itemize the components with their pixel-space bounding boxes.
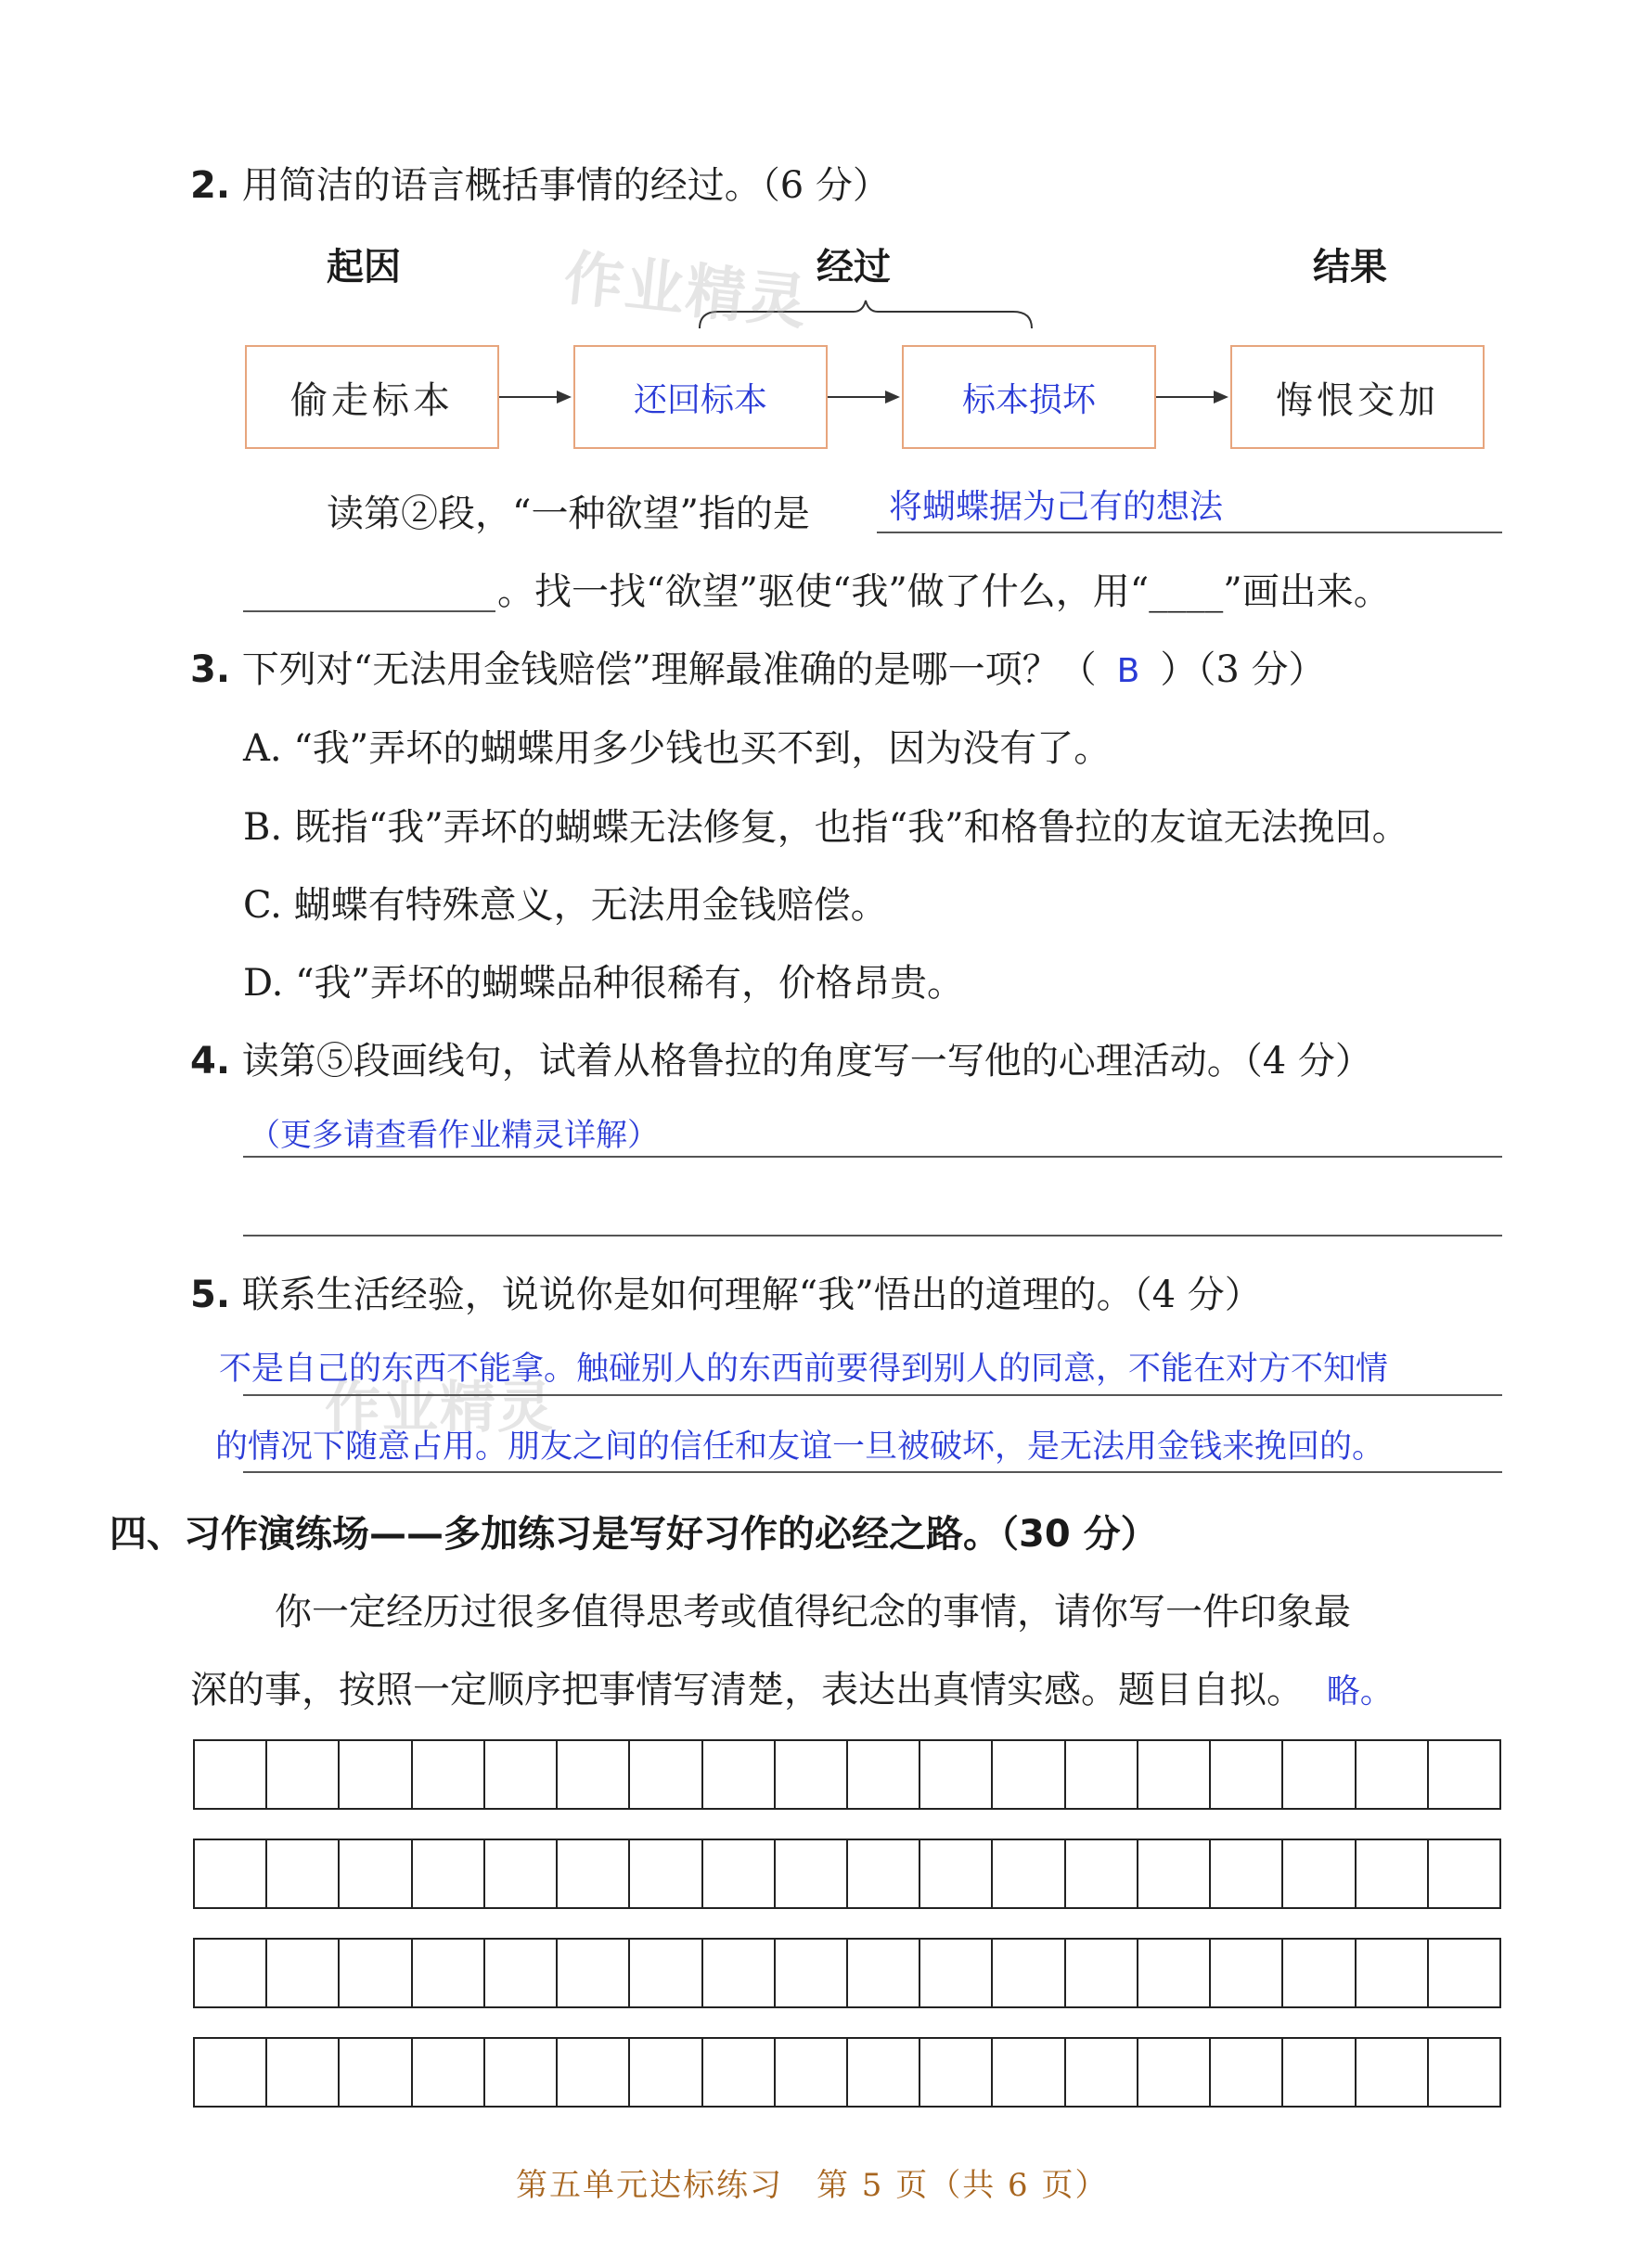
arrow-3 <box>1156 396 1227 398</box>
grid-cell <box>195 2039 267 2106</box>
grid-row-1 <box>193 1739 1501 1810</box>
flow-box-4-text: 悔恨交加 <box>1276 378 1439 422</box>
grid-cell <box>267 1741 340 1808</box>
q3-text-after: ）（3 分） <box>1160 648 1326 691</box>
grid-cell <box>485 1940 558 2006</box>
q2-answer-line-2 <box>243 610 495 612</box>
flow-box-2-text: 还回标本 <box>633 380 767 419</box>
grid-cell <box>1066 1741 1138 1808</box>
grid-cell <box>413 1840 485 1907</box>
grid-cell <box>267 1940 340 2006</box>
grid-cell <box>1429 1741 1499 1808</box>
grid-cell <box>195 1741 267 1808</box>
grid-cell <box>485 2039 558 2106</box>
grid-row-2 <box>193 1839 1501 1909</box>
grid-cell <box>1357 1741 1429 1808</box>
grid-cell <box>993 1840 1065 1907</box>
grid-cell <box>195 1940 267 2006</box>
q4-answer: （更多请查看作业精灵详解） <box>249 1117 659 1154</box>
grid-cell <box>630 1940 702 2006</box>
grid-cell <box>993 1741 1065 1808</box>
grid-cell <box>340 1840 412 1907</box>
grid-cell <box>1066 2039 1138 2106</box>
q5-prompt <box>190 1265 1262 1318</box>
grid-cell <box>1066 1840 1138 1907</box>
flow-box-1 <box>245 345 499 449</box>
grid-cell <box>558 1741 630 1808</box>
q2-answer-line-1 <box>877 532 1502 533</box>
q3-answer: B <box>1116 652 1140 690</box>
q4-number: 4. <box>190 1040 231 1083</box>
grid-cell <box>1211 1741 1283 1808</box>
section4-title: 四、习作演练场——多加练习是写好习作的必经之路。（30 分） <box>109 1513 1158 1556</box>
page-footer: 第五单元达标练习 第 5 页（共 6 页） <box>516 2167 1109 2204</box>
grid-cell <box>920 1741 993 1808</box>
grid-cell <box>485 1840 558 1907</box>
flow-box-3-text: 标本损坏 <box>961 380 1096 419</box>
grid-cell <box>1283 1940 1356 2006</box>
arrow-1 <box>499 396 570 398</box>
grid-cell <box>848 1741 920 1808</box>
q5-answer-line-2 <box>243 1471 1502 1473</box>
grid-cell <box>1283 1741 1356 1808</box>
grid-cell <box>1138 1741 1211 1808</box>
grid-cell <box>630 1840 702 1907</box>
grid-cell <box>195 1840 267 1907</box>
q2-sub-prompt2: 。找一找“欲望”驱使“我”做了什么，用“____”画出来。 <box>497 570 1391 613</box>
grid-cell <box>776 1940 848 2006</box>
section4-answer: 略。 <box>1326 1672 1394 1711</box>
grid-cell <box>776 1741 848 1808</box>
grid-cell <box>920 1840 993 1907</box>
grid-cell <box>1211 1940 1283 2006</box>
q2-number: 2. <box>190 164 231 207</box>
grid-cell <box>558 1840 630 1907</box>
grid-cell <box>485 1741 558 1808</box>
section4-prompt-line1: 你一定经历过很多值得思考或值得纪念的事情，请你写一件印象最 <box>275 1591 1351 1634</box>
watermark-top: 作业精灵 <box>560 244 812 339</box>
watermark-mid: 作业精灵 <box>325 1376 555 1441</box>
grid-cell <box>993 1940 1065 2006</box>
q3-option-b: B. 既指“我”弄坏的蝴蝶无法修复，也指“我”和格鲁拉的友谊无法挽回。 <box>243 806 1409 849</box>
q3-number: 3. <box>190 648 231 691</box>
arrow-2 <box>828 396 898 398</box>
grid-cell <box>848 1940 920 2006</box>
grid-cell <box>340 1940 412 2006</box>
q3-option-d: D. “我”弄坏的蝴蝶品种很稀有，价格昂贵。 <box>243 962 964 1005</box>
q5-answer-line-1 <box>243 1394 1502 1396</box>
q5-answer-line2: 的情况下随意占用。朋友之间的信任和友谊一旦被破坏，是无法用金钱来挽回的。 <box>215 1429 1385 1466</box>
q3-text-before: 下列对“无法用金钱赔偿”理解最准确的是哪一项？（ <box>241 648 1097 691</box>
grid-cell <box>1283 2039 1356 2106</box>
label-process: 经过 <box>817 246 891 288</box>
grid-cell <box>920 1940 993 2006</box>
q4-answer-line-1 <box>243 1156 1502 1158</box>
grid-cell <box>267 1840 340 1907</box>
section4-prompt-line2 <box>190 1660 1394 1713</box>
q5-text: 联系生活经验，说说你是如何理解“我”悟出的道理的。（4 分） <box>241 1274 1262 1316</box>
grid-cell <box>630 1741 702 1808</box>
q3-option-c: C. 蝴蝶有特殊意义，无法用金钱赔偿。 <box>243 884 888 927</box>
grid-cell <box>1138 1840 1211 1907</box>
grid-cell <box>1429 1840 1499 1907</box>
grid-cell <box>413 1741 485 1808</box>
q5-number: 5. <box>190 1274 231 1316</box>
q2-sub-prompt: 读第②段，“一种欲望”指的是 <box>327 493 810 535</box>
grid-cell <box>1429 2039 1499 2106</box>
grid-cell <box>776 1840 848 1907</box>
grid-cell <box>848 1840 920 1907</box>
grid-cell <box>1211 2039 1283 2106</box>
grid-row-4 <box>193 2037 1501 2108</box>
label-cause: 起因 <box>327 246 401 288</box>
grid-cell <box>1283 1840 1356 1907</box>
grid-cell <box>703 1741 776 1808</box>
grid-cell <box>558 1940 630 2006</box>
grid-cell <box>703 2039 776 2106</box>
flow-box-2 <box>573 345 828 449</box>
q2-prompt <box>190 156 890 209</box>
grid-cell <box>776 2039 848 2106</box>
grid-cell <box>1357 1940 1429 2006</box>
q4-answer-line-2 <box>243 1235 1502 1237</box>
grid-cell <box>413 1940 485 2006</box>
grid-cell <box>993 2039 1065 2106</box>
grid-cell <box>1429 1940 1499 2006</box>
grid-cell <box>920 2039 993 2106</box>
grid-cell <box>630 2039 702 2106</box>
flow-box-1-text: 偷走标本 <box>290 378 454 422</box>
flow-box-4 <box>1230 345 1485 449</box>
grid-cell <box>558 2039 630 2106</box>
grid-cell <box>703 1840 776 1907</box>
grid-cell <box>267 2039 340 2106</box>
flow-box-3 <box>902 345 1156 449</box>
q5-answer-line1: 不是自己的东西不能拿。触碰别人的东西前要得到别人的同意，不能在对方不知情 <box>219 1351 1389 1388</box>
grid-cell <box>340 1741 412 1808</box>
grid-cell <box>1066 1940 1138 2006</box>
label-result: 结果 <box>1313 246 1387 288</box>
grid-cell <box>848 2039 920 2106</box>
q2-sub-answer: 将蝴蝶据为己有的想法 <box>889 488 1224 526</box>
q3-prompt <box>190 640 1326 693</box>
q4-text: 读第⑤段画线句，试着从格鲁拉的角度写一写他的心理活动。（4 分） <box>241 1040 1372 1083</box>
grid-row-3 <box>193 1938 1501 2008</box>
grid-cell <box>1357 2039 1429 2106</box>
grid-cell <box>413 2039 485 2106</box>
q3-option-a: A. “我”弄坏的蝴蝶用多少钱也买不到，因为没有了。 <box>243 727 1112 770</box>
section4-prompt-line2-text: 深的事，按照一定顺序把事情写清楚，表达出真情实感。题目自拟。 <box>190 1669 1304 1711</box>
grid-cell <box>1357 1840 1429 1907</box>
grid-cell <box>340 2039 412 2106</box>
grid-cell <box>1138 1940 1211 2006</box>
q2-text: 用简洁的语言概括事情的经过。（6 分） <box>241 164 890 207</box>
grid-cell <box>1138 2039 1211 2106</box>
q4-prompt <box>190 1031 1372 1084</box>
grid-cell <box>703 1940 776 2006</box>
grid-cell <box>1211 1840 1283 1907</box>
